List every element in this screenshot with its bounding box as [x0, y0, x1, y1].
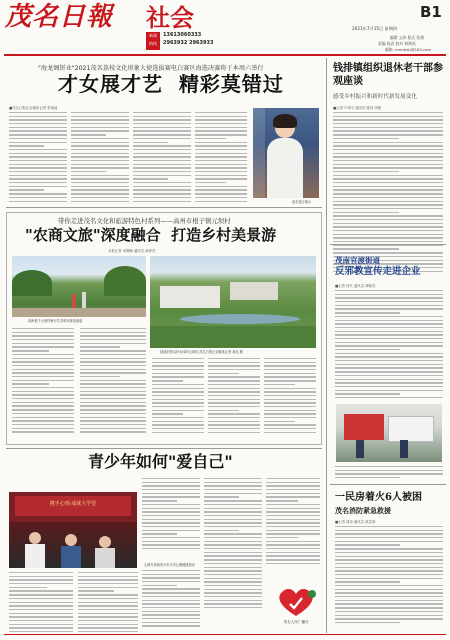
lead-text-col-3	[133, 112, 191, 204]
right-bottom-rule	[330, 484, 446, 485]
feature-text-col-5	[264, 358, 316, 435]
lead-byline: ■茂名日报社全媒体记者 张海清	[9, 106, 58, 110]
right-bottom-headline: 一民房着火6人被困	[335, 492, 422, 503]
lead-headline: 才女展才艺 精彩莫错过	[58, 72, 284, 96]
youth-text-col-4	[204, 478, 262, 611]
youth-text-col-3	[142, 478, 200, 552]
right-top-text	[333, 112, 443, 274]
right-top-byline: ■记者 卢翠平 通讯员 陈伟 李敏	[333, 106, 382, 110]
editor-line: 编辑 文伟 版式 张倩	[390, 35, 424, 40]
right-mid-photo	[336, 404, 442, 462]
newspaper-logo: 茂名日報	[5, 2, 114, 32]
lead-photo-caption: 选手进行展示	[292, 200, 312, 204]
right-mid-text-2	[335, 466, 443, 481]
hotline-phone-1: 13613060333	[163, 32, 202, 38]
reviewer-line: 责编 陈武 校对 林海英	[378, 41, 416, 46]
right-bottom-byline: ■记者 周扬 通讯员 黄武珍	[335, 520, 376, 524]
feature-byline: 本报记者 邓卿娴 通讯员 黄婷芳	[108, 249, 156, 253]
lead-photo	[253, 108, 319, 198]
right-bottom-subhead: 茂名消防紧急救援	[335, 507, 391, 515]
right-mid-rule	[330, 244, 446, 245]
youth-photo	[9, 492, 137, 568]
feature-text-col-1	[12, 328, 74, 435]
feature-text-col-2	[80, 328, 146, 435]
masthead	[0, 0, 450, 52]
hotline-label: 新闻 热线	[146, 32, 160, 50]
lead-text-col-1	[9, 112, 67, 204]
page-number: B1	[420, 3, 442, 21]
lead-bottom-rule	[6, 207, 322, 208]
feature-photo-right	[150, 256, 316, 348]
radio-logo-name: 茂名人民广播台	[283, 620, 309, 624]
right-mid-byline: ■记者 何长 通讯员 谭朝英	[335, 284, 376, 288]
right-mid-text	[335, 290, 443, 401]
youth-top-rule	[6, 448, 322, 449]
youth-photo-caption: 心理专家和青少年分享心理健康知识	[144, 563, 195, 567]
lead-kicker: "海龙阁饼业"2021茂名荔枝文化形象大使选拔赛电白赛区海选决赛将于本周六举行	[38, 65, 264, 72]
heart-logo-icon	[272, 584, 320, 620]
right-col-divider	[326, 58, 327, 633]
page-bottom-rule	[4, 634, 446, 635]
feature-caption-left: 高州根子元坝村骑行共享单车游览绿道	[28, 319, 83, 323]
youth-text-col-3b	[142, 570, 200, 629]
hotline-phone-2: 2963932 2963933	[163, 40, 214, 46]
publish-date: 2021年7月15日 星期四	[352, 26, 398, 31]
right-top-subhead: 感受乡村振兴和新时代新发展变化	[333, 94, 417, 100]
right-mid-headline-top: 茂南官渡街道	[335, 256, 380, 265]
right-mid-headline: 反邪教宣传走进企业	[335, 266, 421, 277]
radio-logo	[272, 584, 320, 628]
feature-text-col-4	[208, 358, 260, 435]
email-line: 邮箱: mmrbsh@163.com	[385, 47, 432, 52]
youth-text-col-5	[266, 478, 320, 567]
feature-photo-left	[12, 256, 146, 317]
lead-text-col-4	[195, 112, 247, 204]
youth-photo-banner: 携手心理·成就大学堂	[49, 501, 97, 507]
masthead-rule	[4, 54, 446, 56]
youth-headline: 青少年如何"爱自己"	[88, 452, 233, 471]
section-title: 社会	[146, 4, 194, 32]
youth-text-col-1	[9, 572, 73, 635]
feature-kicker: 带你走进茂名文化和旅游特色村系列——高州市根子镇元坝村	[58, 217, 231, 225]
lead-text-col-2	[71, 112, 129, 204]
feature-text-col-3	[152, 358, 204, 435]
youth-text-col-2	[78, 572, 138, 635]
right-bottom-text	[335, 526, 443, 626]
feature-headline: "农商文旅"深度融合 打造乡村美景游	[25, 226, 277, 244]
feature-caption-right: 绿道依傍沿岸水体的元坝村,茂名日报社全媒体记者 高佳 摄	[160, 350, 243, 354]
right-top-headline: 钱排镇组织退休老干部参观座谈	[333, 63, 443, 87]
